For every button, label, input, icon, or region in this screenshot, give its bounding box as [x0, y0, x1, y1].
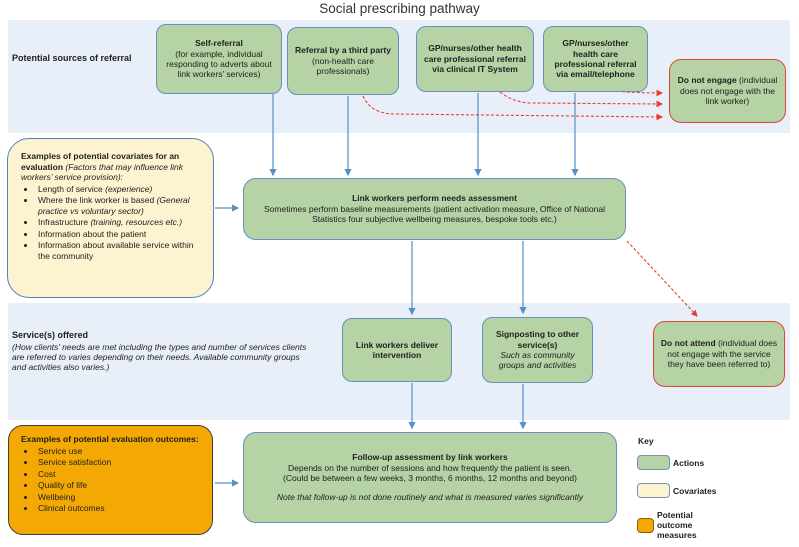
followup-note: Note that follow-up is not done routinely and what is measured varies significantly [276, 492, 584, 503]
label-potential-sources-of-referral: Potential sources of referral [12, 53, 132, 63]
list-item: • Infrastructure (training, resources etc.) [36, 217, 201, 228]
signposting-desc: Such as community groups and activities [498, 350, 577, 371]
do-not-engage-desc: (individual does not engage with the link worker) [680, 75, 778, 107]
node-gp-clinical-it-referral [416, 26, 534, 92]
followup-title: Follow-up assessment by link workers [352, 452, 508, 463]
node-third-party-referral [287, 27, 399, 95]
self-referral-desc: (for example, individual responding to adverts about link workers’ services) [166, 48, 272, 80]
node-do-not-engage [669, 59, 786, 123]
third-party-title: Referral by a third party [295, 45, 391, 56]
list-item: • Service use [36, 446, 202, 457]
list-item: • Clinical outcomes [36, 503, 202, 514]
node-signposting [482, 317, 593, 383]
panel-evaluation-outcomes [8, 425, 213, 535]
key-entry-covariates [637, 483, 716, 498]
services-offered-title: Service(s) offered [12, 330, 89, 340]
outcome-measures-swatch [637, 518, 654, 533]
actions-swatch [637, 455, 670, 470]
outcomes-title: Examples of potential evaluation outcomes: [21, 434, 199, 444]
key-entry-outcome-measures [637, 510, 713, 540]
gp-it-title: GP/nurses/other health care professional referral via clinical IT System [423, 43, 527, 75]
outcomes-list [21, 446, 202, 514]
list-item: • Where the link worker is based (General practice vs voluntary sector) [36, 195, 201, 216]
list-item: • Wellbeing [36, 492, 202, 503]
node-self-referral [156, 24, 282, 94]
covariates-list [21, 184, 201, 262]
panel-covariates [7, 138, 214, 298]
do-not-engage-title: Do not engage [677, 75, 737, 86]
node-do-not-attend [653, 321, 785, 387]
signposting-title: Signposting to other service(s) [495, 329, 580, 350]
node-needs-assessment [243, 178, 626, 240]
covariates-swatch [637, 483, 670, 498]
node-followup-assessment [243, 432, 617, 523]
followup-line1: Depends on the number of sessions and how frequently the patient is seen. [288, 462, 572, 473]
self-referral-title: Self-referral [195, 38, 243, 49]
outcome-measures-label: Potential outcome measures [656, 510, 697, 540]
deliver-title: Link workers deliver intervention [355, 339, 439, 360]
list-item: • Quality of life [36, 480, 202, 491]
services-offered-desc: (How clients’ needs are met including the types and number of services clients are referred to varies depending on their needs. Available community groups and activities also varies.) [12, 342, 307, 372]
list-item: • Length of service (experience) [36, 184, 201, 195]
assessment-title: Link workers perform needs assessment [352, 193, 517, 204]
list-item: • Information about the patient [36, 229, 201, 240]
list-item: • Cost [36, 469, 202, 480]
gp-email-title: GP/nurses/other health care professional referral via email/telephone [554, 38, 637, 80]
covariates-title: Examples of potential covariates for an evaluation [21, 151, 180, 172]
assessment-desc: Sometimes perform baseline measurements (patient activation measure, Office of National Statistics four subjective wellbeing measures, bespoke tools etc.) [264, 203, 605, 225]
actions-label: Actions [673, 457, 705, 468]
page-title: Social prescribing pathway [319, 1, 480, 16]
list-item: • Information about available service within the community [36, 240, 201, 261]
node-deliver-intervention [342, 318, 452, 382]
followup-line2: (Could be between a few weeks, 3 months, 6 months, 12 months and beyond) [283, 473, 577, 483]
label-services-offered [12, 330, 309, 372]
do-not-attend-title: Do not attend [660, 338, 716, 349]
covariates-label: Covariates [673, 485, 717, 496]
covariates-title-italic: (Factors that may influence link workers’ service provision): [21, 161, 184, 183]
key-title: Key [638, 436, 654, 446]
list-item: • Service satisfaction [36, 457, 202, 468]
do-not-attend-desc: (individual does not engage with the service they have been referred to) [667, 338, 778, 370]
node-gp-email-telephone-referral [543, 26, 648, 92]
third-party-desc: (non-health care professionals) [312, 55, 374, 77]
key-entry-actions [637, 455, 704, 470]
